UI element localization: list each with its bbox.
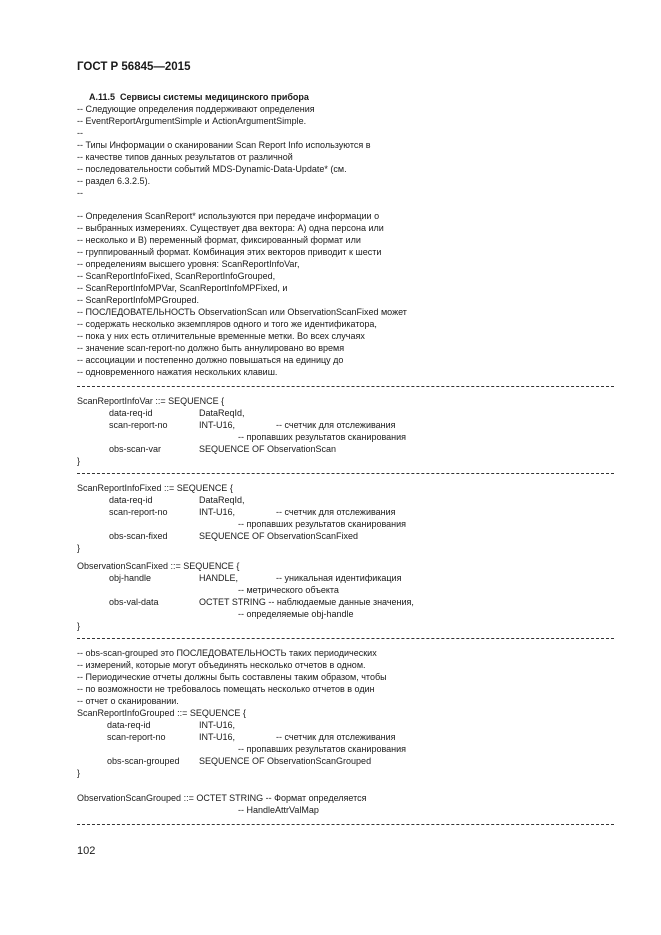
grouped-comment: -- измерений, которые могут объединять несколько отчетов в одном. [77,660,366,670]
scanreport-comment: -- Определения ScanReport* используются при передаче информации о [77,211,380,221]
field-name: scan-report-no [109,420,168,430]
field-comment: -- уникальная идентификация [276,573,402,583]
intro-comment: -- [77,128,83,138]
intro-comment: -- [77,188,83,198]
field-type: OCTET STRING -- наблюдаемые данные значения, [199,597,414,607]
scan-report-info-grouped-open: ScanReportInfoGrouped ::= SEQUENCE { [77,708,246,718]
field-name: obs-scan-grouped [107,756,180,766]
observation-scan-grouped-line: ObservationScanGrouped ::= OCTET STRING -- Формат определяется [77,793,367,803]
field-comment: -- пропавших результатов сканирования [238,432,407,442]
field-comment: -- пропавших результатов сканирования [238,519,407,529]
scanreport-comment: -- группированный формат. Комбинация этих векторов приводит к шести [77,247,382,257]
field-comment: -- пропавших результатов сканирования [238,744,407,754]
closing-brace: } [77,768,81,778]
field-type: HANDLE, [199,573,239,583]
grouped-comment: -- obs-scan-grouped это ПОСЛЕДОВАТЕЛЬНОСТЬ таких периодических [77,648,377,658]
field-comment: -- счетчик для отслеживания [276,732,396,742]
divider [77,473,614,474]
field-name: data-req-id [109,495,153,505]
page-header: ГОСТ Р 56845—2015 [77,61,191,73]
grouped-comment: -- отчет о сканировании. [77,696,179,706]
closing-brace: } [77,621,81,631]
page-number: 102 [77,845,96,857]
grouped-comment: -- по возможности не требовалось помещать несколько отчетов в один [77,684,375,694]
field-comment: -- счетчик для отслеживания [276,507,396,517]
grouped-comment: -- Периодические отчеты должны быть составлены таким образом, чтобы [77,672,387,682]
field-type: DataReqId, [199,495,245,505]
scanreport-comment: -- ScanReportInfoMPVar, ScanReportInfoMPFixed, и [77,283,288,293]
field-name: obs-scan-fixed [109,531,168,541]
divider [77,386,614,387]
intro-comment: -- EventReportArgumentSimple и ActionArgumentSimple. [77,116,307,126]
field-type: INT-U16, [199,720,236,730]
divider [77,824,614,825]
field-name: obs-val-data [109,597,159,607]
field-type: INT-U16, [199,507,236,517]
divider [77,638,614,639]
closing-brace: } [77,456,81,466]
section-title: A.11.5 Сервисы системы медицинского прибора [89,92,309,102]
observation-scan-grouped-line: -- HandleAttrValMap [238,805,319,815]
closing-brace: } [77,543,81,553]
scanreport-comment: -- ассоциации и постепенно должно повышаться на единицу до [77,355,344,365]
scanreport-comment: -- выбранных измерениях. Существует два вектора: A) одна персона или [77,223,384,233]
scan-report-info-var-open: ScanReportInfoVar ::= SEQUENCE { [77,396,225,406]
field-name: scan-report-no [107,732,166,742]
scanreport-comment: -- ScanReportInfoFixed, ScanReportInfoGrouped, [77,271,276,281]
field-type: SEQUENCE OF ObservationScanFixed [199,531,359,541]
scanreport-comment: -- содержать несколько экземпляров одного и того же идентификатора, [77,319,377,329]
intro-comment: -- последовательности событий MDS-Dynamic-Data-Update* (см. [77,164,347,174]
scanreport-comment: -- значение scan-report-no должно быть аннулировано во время [77,343,345,353]
field-name: obs-scan-var [109,444,162,454]
field-type: SEQUENCE OF ObservationScanGrouped [199,756,372,766]
scanreport-comment: -- пока у них есть отличительные временные метки. Во всех случаях [77,331,365,341]
field-name: scan-report-no [109,507,168,517]
scanreport-comment: -- несколько и B) переменный формат, фиксированный формат или [77,235,361,245]
field-name: data-req-id [107,720,151,730]
intro-comment: -- раздел 6.3.2.5). [77,176,151,186]
field-comment: -- метрического объекта [238,585,339,595]
scanreport-comment: -- одновременного нажатия нескольких клавиш. [77,367,278,377]
scanreport-comment: -- ПОСЛЕДОВАТЕЛЬНОСТЬ ObservationScan или ObservationScanFixed может [77,307,407,317]
field-comment: -- счетчик для отслеживания [276,420,396,430]
field-type: INT-U16, [199,732,236,742]
field-name: data-req-id [109,408,153,418]
scan-report-info-fixed-open: ScanReportInfoFixed ::= SEQUENCE { [77,483,233,493]
scanreport-comment: -- ScanReportInfoMPGrouped. [77,295,200,305]
field-type: SEQUENCE OF ObservationScan [199,444,337,454]
field-name: obj-handle [109,573,152,583]
field-type: INT-U16, [199,420,236,430]
intro-comment: -- Следующие определения поддерживают определения [77,104,315,114]
scanreport-comment: -- определениям высшего уровня: ScanReportInfoVar, [77,259,300,269]
intro-comment: -- Типы Информации о сканировании Scan Report Info используются в [77,140,371,150]
observation-scan-fixed-open: ObservationScanFixed ::= SEQUENCE { [77,561,240,571]
field-type: DataReqId, [199,408,245,418]
intro-comment: -- качестве типов данных результатов от различной [77,152,293,162]
field-comment: -- определяемые obj-handle [238,609,354,619]
